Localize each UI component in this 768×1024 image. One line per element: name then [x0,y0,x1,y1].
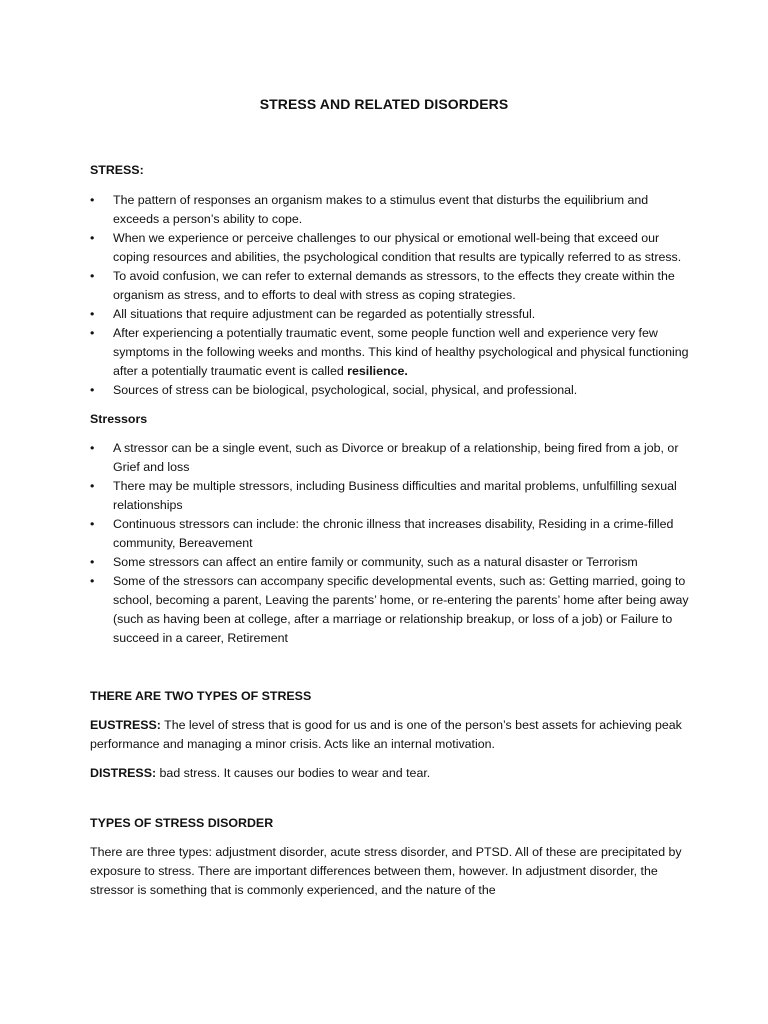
list-item-text: Sources of stress can be biological, psychological, social, physical, and professional. [113,383,578,397]
stress-bullet-list [90,191,690,400]
disorder-paragraph: There are three types: adjustment disorder, acute stress disorder, and PTSD. All of these are precipitated by exposure to stress. There are important differences between them, however. In adjustment disorder, the stressor is something that is commonly experienced, and the nature of the [90,845,682,897]
list-item [90,439,690,477]
list-item-text: To avoid confusion, we can refer to external demands as stressors, to the effects they create within the organism as stress, and to efforts to deal with stress as coping strategies. [113,269,675,302]
bullet-icon: • [90,326,95,340]
stress-types-heading: THERE ARE TWO TYPES OF STRESS [90,689,312,703]
bullet-icon: • [90,574,95,588]
list-item-text: Some stressors can affect an entire family or community, such as a natural disaster or Terrorism [113,555,638,569]
stressors-bullet-list [90,439,690,648]
list-item [90,572,690,648]
bullet-icon: • [90,441,95,455]
bullet-icon: • [90,231,95,245]
bullet-icon: • [90,479,95,493]
document-body [90,161,690,900]
list-item [90,477,690,515]
distress-term: DISTRESS: [90,766,157,780]
list-item [90,324,690,381]
list-item-text: There may be multiple stressors, including Business difficulties and marital problems, unfulfilling sexual relationships [113,479,677,512]
disorder-types-heading: TYPES OF STRESS DISORDER [90,816,274,830]
list-item [90,267,690,305]
stress-heading: STRESS: [90,163,144,177]
document-title: STRESS AND RELATED DISORDERS [259,96,509,112]
list-item [90,553,690,572]
stressors-heading: Stressors [90,412,148,426]
list-item-text: The pattern of responses an organism makes to a stimulus event that disturbs the equilibrium and exceeds a person’s ability to cope. [113,193,649,226]
list-item-text: Some of the stressors can accompany specific developmental events, such as: Getting married, going to school, becoming a parent, Leaving the parents’ home, or re-entering the parents’ home after being away (such as having been at college, after a marriage or relationship breakup, or loss of a job) or Failure to succeed in a career, Retirement [113,574,689,645]
resilience-term: resilience. [347,364,408,378]
bullet-icon: • [90,555,95,569]
bullet-icon: • [90,383,95,397]
eustress-paragraph [90,716,690,754]
list-item-text: A stressor can be a single event, such as Divorce or breakup of a relationship, being fired from a job, or Grief and loss [113,441,679,474]
distress-paragraph [90,764,690,783]
eustress-term: EUSTRESS: [90,718,161,732]
list-item [90,305,690,324]
bullet-icon: • [90,269,95,283]
list-item [90,381,690,400]
list-item [90,515,690,553]
list-item-text: All situations that require adjustment can be regarded as potentially stressful. [113,307,536,321]
bullet-icon: • [90,307,95,321]
list-item [90,229,690,267]
list-item-text: After experiencing a potentially traumatic event, some people function well and experience very few symptoms in the following weeks and months. This kind of healthy psychological and physical functioning after a potentially traumatic event is called [113,326,689,378]
distress-text: bad stress. It causes our bodies to wear and tear. [156,766,431,780]
eustress-text: The level of stress that is good for us and is one of the person’s best assets for achieving peak performance and managing a minor crisis. Acts like an internal motivation. [90,718,682,751]
bullet-icon: • [90,193,95,207]
list-item-text: When we experience or perceive challenges to our physical or emotional well-being that exceed our coping resources and abilities, the psychological condition that results are typically referred to as stress. [113,231,682,264]
bullet-icon: • [90,517,95,531]
list-item-text: Continuous stressors can include: the chronic illness that increases disability, Residing in a crime-filled community, Bereavement [113,517,674,550]
list-item [90,191,690,229]
